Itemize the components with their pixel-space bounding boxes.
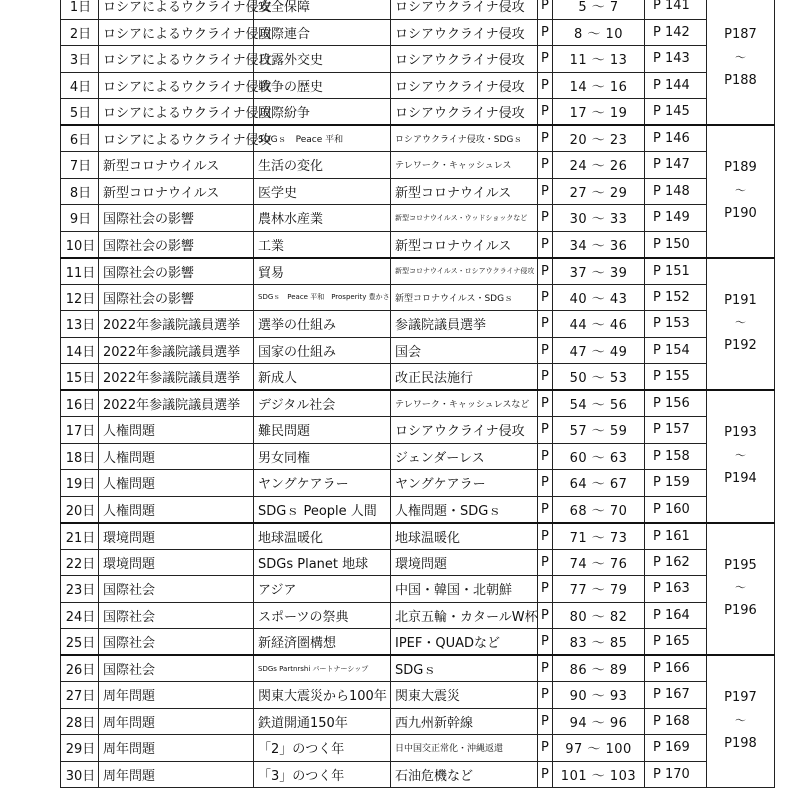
theme-cell: 人権問題 xyxy=(99,417,254,444)
topic-cell: 「2」のつく年 xyxy=(254,735,391,762)
day-cell: 21日 xyxy=(61,523,99,550)
page-range-cell: 94 ～ 96 xyxy=(553,708,645,735)
keyword-cell: 新型コロナウイルス xyxy=(391,178,538,205)
ref-sep: ～ xyxy=(735,714,746,728)
theme-cell: 周年問題 xyxy=(99,682,254,709)
theme-cell: 2022年参議院議員選挙 xyxy=(99,311,254,338)
keyword-cell: 日中国交正常化・沖縄返還 xyxy=(391,735,538,762)
keyword-cell: 西九州新幹線 xyxy=(391,708,538,735)
table-row xyxy=(61,72,775,99)
p-prefix-cell: P xyxy=(538,470,553,497)
day-cell: 4日 xyxy=(61,72,99,99)
table-row xyxy=(61,735,775,762)
table-row xyxy=(61,629,775,656)
topic-cell: 選挙の仕組み xyxy=(254,311,391,338)
page-number-cell: P 153 xyxy=(645,311,707,338)
ref-sep: ～ xyxy=(735,316,746,330)
day-cell: 14日 xyxy=(61,337,99,364)
p-prefix-cell: P xyxy=(538,364,553,391)
theme-cell: 2022年参議院議員選挙 xyxy=(99,337,254,364)
p-prefix-cell: P xyxy=(538,655,553,682)
page-number-cell: P 161 xyxy=(645,523,707,550)
keyword-cell: ロシアウクライナ侵攻 xyxy=(391,99,538,126)
day-cell: 27日 xyxy=(61,682,99,709)
page-range-cell: 64 ～ 67 xyxy=(553,470,645,497)
day-cell: 5日 xyxy=(61,99,99,126)
theme-cell: 人権問題 xyxy=(99,443,254,470)
table-row xyxy=(61,417,775,444)
page-range-cell: 30 ～ 33 xyxy=(553,205,645,232)
keyword-cell: ロシアウクライナ侵攻 xyxy=(391,72,538,99)
table-row xyxy=(61,125,775,152)
day-cell: 16日 xyxy=(61,390,99,417)
page-range-cell: 27 ～ 29 xyxy=(553,178,645,205)
ref-to: P196 xyxy=(724,603,757,619)
p-prefix-cell: P xyxy=(538,337,553,364)
topic-cell: 医学史 xyxy=(254,178,391,205)
ref-to: P188 xyxy=(724,72,757,88)
topic-cell: スポーツの祭典 xyxy=(254,602,391,629)
keyword-cell: 改正民法施行 xyxy=(391,364,538,391)
keyword-cell: ロシアウクライナ侵攻 xyxy=(391,417,538,444)
theme-cell: 人権問題 xyxy=(99,470,254,497)
ref-to: P194 xyxy=(724,470,757,486)
table-row xyxy=(61,205,775,232)
table-row xyxy=(61,390,775,417)
table-row xyxy=(61,655,775,682)
table-row xyxy=(61,99,775,126)
day-cell: 3日 xyxy=(61,46,99,73)
page-range-cell: 8 ～ 10 xyxy=(553,19,645,46)
p-prefix-cell: P xyxy=(538,46,553,73)
table-row xyxy=(61,364,775,391)
topic-cell: 工業 xyxy=(254,231,391,258)
p-prefix-cell: P xyxy=(538,417,553,444)
page-number-cell: P 169 xyxy=(645,735,707,762)
day-cell: 9日 xyxy=(61,205,99,232)
theme-cell: 国際社会の影響 xyxy=(99,231,254,258)
topic-cell: 農林水産業 xyxy=(254,205,391,232)
answer-page-ref xyxy=(707,0,775,125)
topic-cell: 生活の変化 xyxy=(254,152,391,179)
keyword-cell: 地球温暖化 xyxy=(391,523,538,550)
p-prefix-cell: P xyxy=(538,576,553,603)
ref-to: P198 xyxy=(724,735,757,751)
page-range-cell: 20 ～ 23 xyxy=(553,125,645,152)
answer-page-ref xyxy=(707,390,775,523)
theme-cell: 国際社会 xyxy=(99,602,254,629)
keyword-cell: 新型コロナウイルス・SDGｓ xyxy=(391,284,538,311)
ref-from: P197 xyxy=(724,690,757,706)
table-row xyxy=(61,682,775,709)
page-number-cell: P 156 xyxy=(645,390,707,417)
topic-cell: 新成人 xyxy=(254,364,391,391)
table-row xyxy=(61,443,775,470)
ref-from: P191 xyxy=(724,292,757,308)
theme-cell: 新型コロナウイルス xyxy=(99,152,254,179)
table-row xyxy=(61,0,775,19)
page-number-cell: P 145 xyxy=(645,99,707,126)
day-cell: 15日 xyxy=(61,364,99,391)
keyword-cell: 北京五輪・カタールW杯 xyxy=(391,602,538,629)
p-prefix-cell: P xyxy=(538,761,553,788)
topic-cell: ヤングケアラー xyxy=(254,470,391,497)
keyword-cell: ロシアウクライナ侵攻 xyxy=(391,0,538,19)
topic-cell: SDGs Planet 地球 xyxy=(254,549,391,576)
p-prefix-cell: P xyxy=(538,0,553,19)
theme-cell: 周年問題 xyxy=(99,708,254,735)
p-prefix-cell: P xyxy=(538,205,553,232)
schedule-table xyxy=(60,0,775,788)
keyword-cell: ロシアウクライナ侵攻・SDGｓ xyxy=(391,125,538,152)
theme-cell: ロシアによるウクライナ侵攻 xyxy=(99,125,254,152)
day-cell: 24日 xyxy=(61,602,99,629)
answer-page-ref xyxy=(707,258,775,391)
topic-cell: SDGｓ Peace 平和 Prosperity 豊かさ xyxy=(254,284,391,311)
page-range-cell: 74 ～ 76 xyxy=(553,549,645,576)
p-prefix-cell: P xyxy=(538,523,553,550)
topic-cell: 国家の仕組み xyxy=(254,337,391,364)
page-number-cell: P 165 xyxy=(645,629,707,656)
page-number-cell: P 143 xyxy=(645,46,707,73)
p-prefix-cell: P xyxy=(538,178,553,205)
topic-cell: 関東大震災から100年 xyxy=(254,682,391,709)
page-number-cell: P 162 xyxy=(645,549,707,576)
p-prefix-cell: P xyxy=(538,496,553,523)
day-cell: 26日 xyxy=(61,655,99,682)
keyword-cell: テレワーク・キャッシュレスなど xyxy=(391,390,538,417)
theme-cell: 環境問題 xyxy=(99,549,254,576)
page-range-cell: 14 ～ 16 xyxy=(553,72,645,99)
p-prefix-cell: P xyxy=(538,390,553,417)
page-range-cell: 44 ～ 46 xyxy=(553,311,645,338)
table-row xyxy=(61,152,775,179)
day-cell: 1日 xyxy=(61,0,99,19)
keyword-cell: 国会 xyxy=(391,337,538,364)
theme-cell: 2022年参議院議員選挙 xyxy=(99,390,254,417)
ref-from: P187 xyxy=(724,27,757,43)
day-cell: 6日 xyxy=(61,125,99,152)
topic-cell: アジア xyxy=(254,576,391,603)
page-range-cell: 97 ～ 100 xyxy=(553,735,645,762)
theme-cell: ロシアによるウクライナ侵攻 xyxy=(99,46,254,73)
page-number-cell: P 148 xyxy=(645,178,707,205)
page-range-cell: 17 ～ 19 xyxy=(553,99,645,126)
ref-to: P192 xyxy=(724,338,757,354)
page-range-cell: 40 ～ 43 xyxy=(553,284,645,311)
page-number-cell: P 157 xyxy=(645,417,707,444)
topic-cell: 鉄道開通150年 xyxy=(254,708,391,735)
page-number-cell: P 142 xyxy=(645,19,707,46)
keyword-cell: 石油危機など xyxy=(391,761,538,788)
keyword-cell: 新型コロナウイルス xyxy=(391,231,538,258)
p-prefix-cell: P xyxy=(538,602,553,629)
table-row xyxy=(61,284,775,311)
page-number-cell: P 166 xyxy=(645,655,707,682)
keyword-cell: ヤングケアラー xyxy=(391,470,538,497)
page-number-cell: P 154 xyxy=(645,337,707,364)
page-number-cell: P 147 xyxy=(645,152,707,179)
keyword-cell: 人権問題・SDGｓ xyxy=(391,496,538,523)
page-number-cell: P 152 xyxy=(645,284,707,311)
day-cell: 18日 xyxy=(61,443,99,470)
page-range-cell: 11 ～ 13 xyxy=(553,46,645,73)
page-number-cell: P 150 xyxy=(645,231,707,258)
p-prefix-cell: P xyxy=(538,125,553,152)
page-range-cell: 90 ～ 93 xyxy=(553,682,645,709)
table-row xyxy=(61,523,775,550)
page-number-cell: P 160 xyxy=(645,496,707,523)
topic-cell: 国際連合 xyxy=(254,19,391,46)
day-cell: 19日 xyxy=(61,470,99,497)
page-range-cell: 80 ～ 82 xyxy=(553,602,645,629)
keyword-cell: 新型コロナウイルス・ロシアウクライナ侵攻 xyxy=(391,258,538,285)
page-number-cell: P 149 xyxy=(645,205,707,232)
page-range-cell: 50 ～ 53 xyxy=(553,364,645,391)
table-row xyxy=(61,311,775,338)
day-cell: 2日 xyxy=(61,19,99,46)
theme-cell: 周年問題 xyxy=(99,761,254,788)
ref-sep: ～ xyxy=(735,581,746,595)
theme-cell: 国際社会 xyxy=(99,655,254,682)
keyword-cell: 中国・韓国・北朝鮮 xyxy=(391,576,538,603)
theme-cell: ロシアによるウクライナ侵攻 xyxy=(99,19,254,46)
topic-cell: 国際紛争 xyxy=(254,99,391,126)
day-cell: 13日 xyxy=(61,311,99,338)
schedule-body xyxy=(61,0,775,788)
theme-cell: ロシアによるウクライナ侵攻 xyxy=(99,0,254,19)
day-cell: 8日 xyxy=(61,178,99,205)
ref-to: P190 xyxy=(724,205,757,221)
ref-from: P189 xyxy=(724,160,757,176)
theme-cell: 国際社会 xyxy=(99,576,254,603)
table-row xyxy=(61,761,775,788)
topic-cell: 難民問題 xyxy=(254,417,391,444)
theme-cell: 周年問題 xyxy=(99,735,254,762)
p-prefix-cell: P xyxy=(538,99,553,126)
page-range-cell: 47 ～ 49 xyxy=(553,337,645,364)
theme-cell: 新型コロナウイルス xyxy=(99,178,254,205)
page-number-cell: P 167 xyxy=(645,682,707,709)
page-range-cell: 77 ～ 79 xyxy=(553,576,645,603)
p-prefix-cell: P xyxy=(538,258,553,285)
p-prefix-cell: P xyxy=(538,311,553,338)
page-range-cell: 86 ～ 89 xyxy=(553,655,645,682)
p-prefix-cell: P xyxy=(538,72,553,99)
day-cell: 20日 xyxy=(61,496,99,523)
day-cell: 7日 xyxy=(61,152,99,179)
table-row xyxy=(61,470,775,497)
keyword-cell: 参議院議員選挙 xyxy=(391,311,538,338)
topic-cell: 貿易 xyxy=(254,258,391,285)
ref-sep: ～ xyxy=(735,183,746,197)
theme-cell: ロシアによるウクライナ侵攻 xyxy=(99,99,254,126)
p-prefix-cell: P xyxy=(538,682,553,709)
table-row xyxy=(61,337,775,364)
p-prefix-cell: P xyxy=(538,19,553,46)
theme-cell: 国際社会の影響 xyxy=(99,284,254,311)
topic-cell: SDGｓ Peace 平和 xyxy=(254,125,391,152)
topic-cell: 戦争の歴史 xyxy=(254,72,391,99)
ref-sep: ～ xyxy=(735,51,746,65)
table-row xyxy=(61,46,775,73)
page-range-cell: 37 ～ 39 xyxy=(553,258,645,285)
table-row xyxy=(61,19,775,46)
day-cell: 12日 xyxy=(61,284,99,311)
p-prefix-cell: P xyxy=(538,708,553,735)
keyword-cell: ロシアウクライナ侵攻 xyxy=(391,19,538,46)
ref-sep: ～ xyxy=(735,448,746,462)
page-range-cell: 54 ～ 56 xyxy=(553,390,645,417)
keyword-cell: テレワーク・キャッシュレス xyxy=(391,152,538,179)
page-range-cell: 83 ～ 85 xyxy=(553,629,645,656)
page-number-cell: P 144 xyxy=(645,72,707,99)
topic-cell: 男女同権 xyxy=(254,443,391,470)
p-prefix-cell: P xyxy=(538,152,553,179)
p-prefix-cell: P xyxy=(538,735,553,762)
table-row xyxy=(61,602,775,629)
day-cell: 30日 xyxy=(61,761,99,788)
page-number-cell: P 158 xyxy=(645,443,707,470)
answer-page-ref xyxy=(707,523,775,656)
topic-cell: 安全保障 xyxy=(254,0,391,19)
table-row xyxy=(61,549,775,576)
page-number-cell: P 170 xyxy=(645,761,707,788)
page-range-cell: 60 ～ 63 xyxy=(553,443,645,470)
day-cell: 10日 xyxy=(61,231,99,258)
p-prefix-cell: P xyxy=(538,284,553,311)
keyword-cell: IPEF・QUADなど xyxy=(391,629,538,656)
keyword-cell: ジェンダーレス xyxy=(391,443,538,470)
theme-cell: 国際社会 xyxy=(99,629,254,656)
keyword-cell: ロシアウクライナ侵攻 xyxy=(391,46,538,73)
page-range-cell: 57 ～ 59 xyxy=(553,417,645,444)
page-number-cell: P 164 xyxy=(645,602,707,629)
answer-page-ref xyxy=(707,655,775,788)
ref-from: P195 xyxy=(724,557,757,573)
table-row xyxy=(61,576,775,603)
topic-cell: 「3」のつく年 xyxy=(254,761,391,788)
keyword-cell: SDGｓ xyxy=(391,655,538,682)
page-number-cell: P 141 xyxy=(645,0,707,19)
keyword-cell: 新型コロナウイルス・ウッドショックなど xyxy=(391,205,538,232)
day-cell: 29日 xyxy=(61,735,99,762)
page-range-cell: 5 ～ 7 xyxy=(553,0,645,19)
page-number-cell: P 163 xyxy=(645,576,707,603)
theme-cell: ロシアによるウクライナ侵攻 xyxy=(99,72,254,99)
page-range-cell: 71 ～ 73 xyxy=(553,523,645,550)
topic-cell: 新経済圏構想 xyxy=(254,629,391,656)
table-row xyxy=(61,231,775,258)
table-row xyxy=(61,496,775,523)
ref-from: P193 xyxy=(724,425,757,441)
table-row xyxy=(61,178,775,205)
page-number-cell: P 151 xyxy=(645,258,707,285)
topic-cell: デジタル社会 xyxy=(254,390,391,417)
keyword-cell: 関東大震災 xyxy=(391,682,538,709)
topic-cell: SDGｓ People 人間 xyxy=(254,496,391,523)
theme-cell: 人権問題 xyxy=(99,496,254,523)
p-prefix-cell: P xyxy=(538,549,553,576)
page-number-cell: P 146 xyxy=(645,125,707,152)
p-prefix-cell: P xyxy=(538,443,553,470)
day-cell: 17日 xyxy=(61,417,99,444)
page-range-cell: 101 ～ 103 xyxy=(553,761,645,788)
table-row xyxy=(61,708,775,735)
day-cell: 23日 xyxy=(61,576,99,603)
page-number-cell: P 159 xyxy=(645,470,707,497)
day-cell: 28日 xyxy=(61,708,99,735)
p-prefix-cell: P xyxy=(538,629,553,656)
p-prefix-cell: P xyxy=(538,231,553,258)
keyword-cell: 環境問題 xyxy=(391,549,538,576)
theme-cell: 国際社会の影響 xyxy=(99,258,254,285)
day-cell: 22日 xyxy=(61,549,99,576)
topic-cell: 地球温暖化 xyxy=(254,523,391,550)
theme-cell: 2022年参議院議員選挙 xyxy=(99,364,254,391)
day-cell: 25日 xyxy=(61,629,99,656)
page-range-cell: 34 ～ 36 xyxy=(553,231,645,258)
page-range-cell: 68 ～ 70 xyxy=(553,496,645,523)
page-range-cell: 24 ～ 26 xyxy=(553,152,645,179)
table-row xyxy=(61,258,775,285)
page-number-cell: P 168 xyxy=(645,708,707,735)
theme-cell: 環境問題 xyxy=(99,523,254,550)
topic-cell: 日露外交史 xyxy=(254,46,391,73)
theme-cell: 国際社会の影響 xyxy=(99,205,254,232)
page-number-cell: P 155 xyxy=(645,364,707,391)
topic-cell: SDGs Partnrshi パートナーシップ xyxy=(254,655,391,682)
answer-page-ref xyxy=(707,125,775,258)
day-cell: 11日 xyxy=(61,258,99,285)
